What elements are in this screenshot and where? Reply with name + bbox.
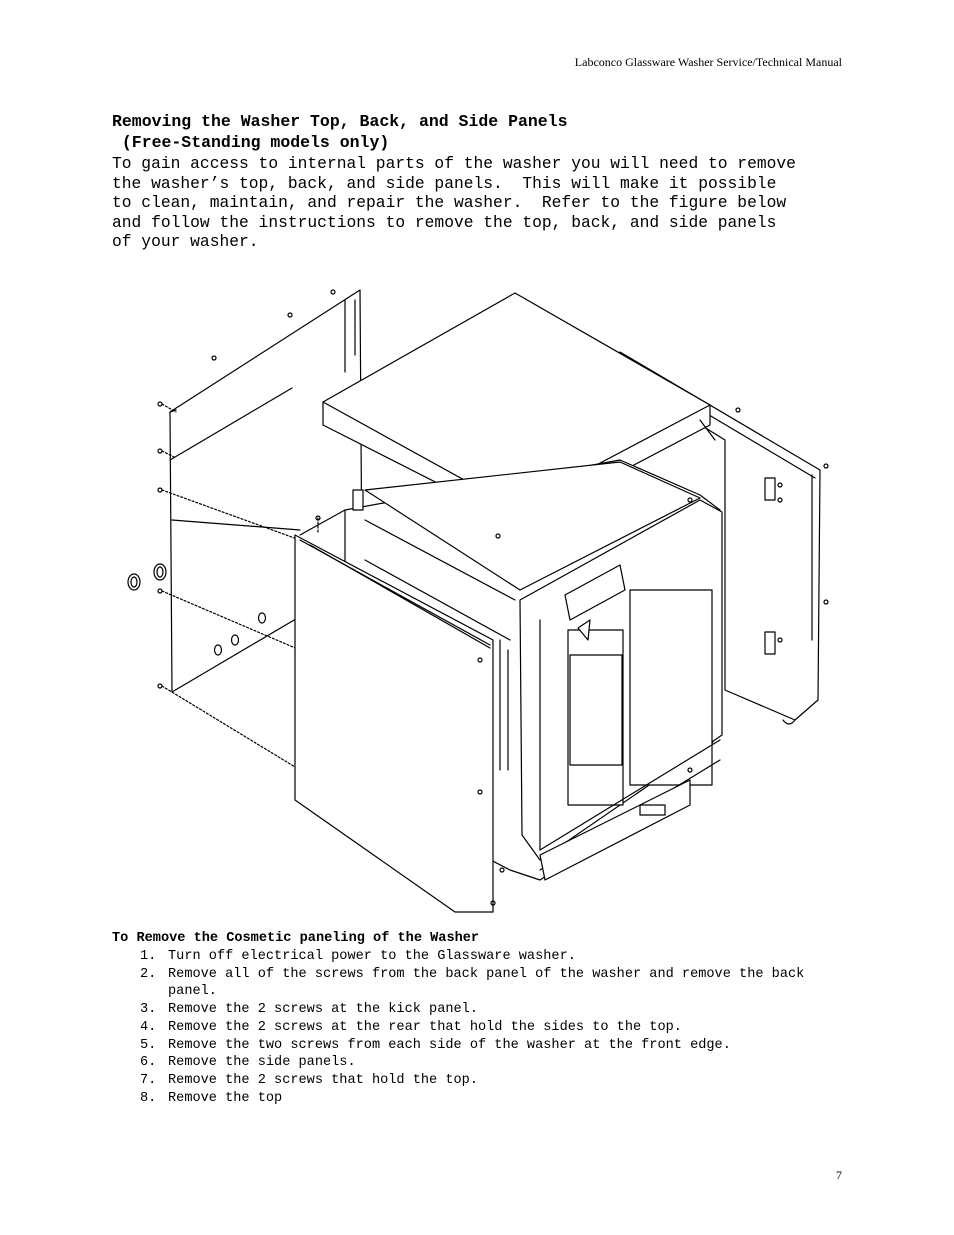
intro-line: of your washer. [112,232,259,252]
intro-paragraph [112,154,852,252]
step-number: 1. [140,949,157,964]
list-item [140,1072,818,1090]
procedure-title: To Remove the Cosmetic paneling of the Washer [112,931,480,946]
step-text: Remove all of the screws from the back panel of the washer and remove the back panel. [168,966,805,1000]
intro-line: and follow the instructions to remove the top, back, and side panels [112,212,777,232]
list-item [140,1090,818,1108]
step-text: Remove the two screws from each side of the washer at the front edge. [168,1037,731,1053]
step-number: 3. [140,1002,157,1018]
intro-line: the washer’s top, back, and side panels. This will make it possible [112,173,777,193]
list-item [140,1019,818,1037]
section-subtitle-line: (Free-Standing models only) [112,133,390,152]
step-text: Remove the 2 screws at the kick panel. [168,1002,478,1018]
page-number: 7 [836,1168,842,1182]
list-item [140,1054,818,1072]
step-text: Turn off electrical power to the Glassware washer. [168,949,576,964]
exploded-view-figure [120,278,840,918]
step-text: Remove the 2 screws that hold the top. [168,1072,478,1088]
step-number: 6. [140,1055,157,1071]
running-header: Labconco Glassware Washer Service/Technical Manual [574,55,842,69]
step-number: 8. [140,1090,157,1106]
step-text: Remove the 2 screws at the rear that hold the sides to the top. [168,1019,682,1035]
list-item [140,966,818,1001]
step-number: 7. [140,1072,157,1088]
intro-line: To gain access to internal parts of the washer you will need to remove [112,154,796,173]
intro-line: to clean, maintain, and repair the washer. Refer to the figure below [112,193,787,213]
procedure-steps [140,948,818,1107]
step-number: 2. [140,966,157,982]
step-number: 5. [140,1037,157,1053]
list-item [140,1037,818,1055]
step-text: Remove the top [168,1090,283,1106]
section-title [112,111,567,153]
list-item [140,948,818,966]
section-title-line: Removing the Washer Top, Back, and Side Panels [112,112,568,131]
list-item [140,1001,818,1019]
step-number: 4. [140,1019,157,1035]
step-text: Remove the side panels. [168,1055,356,1071]
